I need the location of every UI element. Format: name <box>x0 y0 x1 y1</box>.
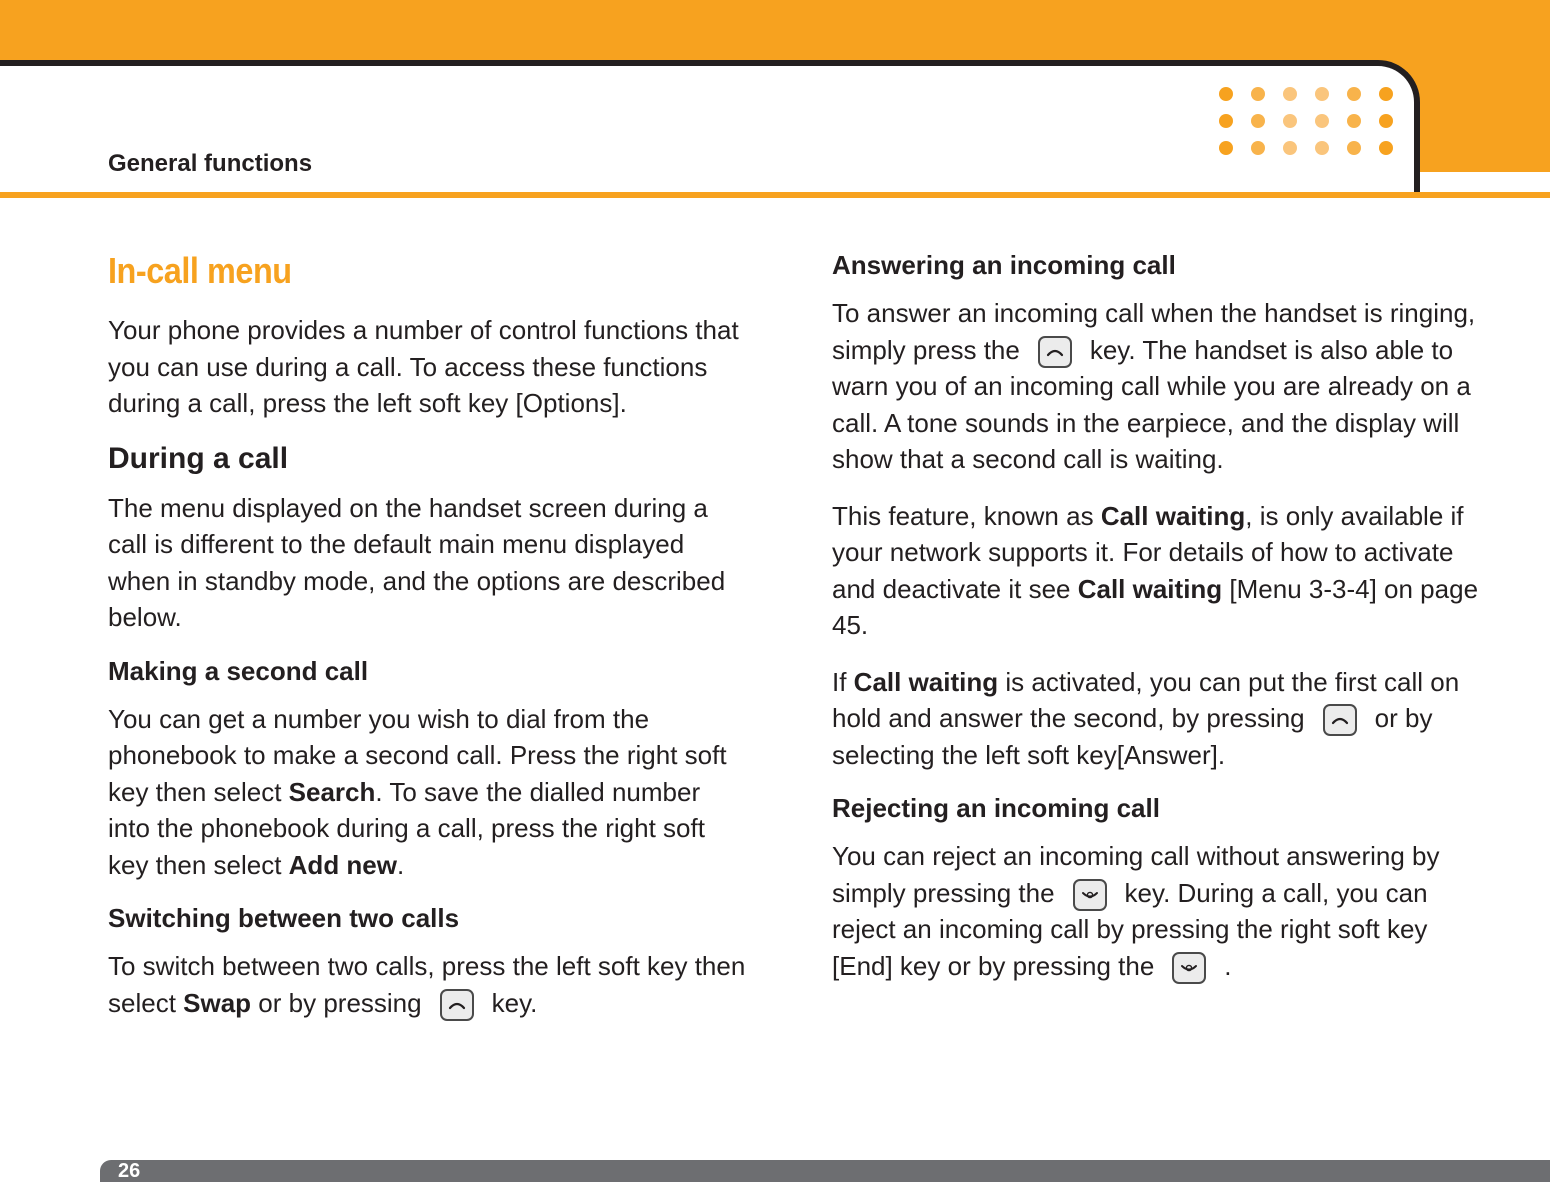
page-title: In-call menu <box>108 250 292 291</box>
decorative-dot <box>1347 87 1361 101</box>
footer-bar <box>100 1160 1550 1182</box>
reject-call-paragraph: You can reject an incoming call without answering by simply pressing the key. During a call, you can reject an incoming call by pressing the right soft key [End] key or by pressing the . <box>832 838 1482 984</box>
send-key-icon <box>1323 704 1357 736</box>
second-call-heading: Making a second call <box>108 655 369 686</box>
decorative-dot <box>1251 114 1265 128</box>
second-call-paragraph: You can get a number you wish to dial from the phonebook to make a second call. Press the right soft key then select Search. To save the dialled number into the phonebook during a call, press the right soft key then select Add new. <box>108 703 727 880</box>
reject-call-heading: Rejecting an incoming call <box>832 793 1160 823</box>
header-divider <box>1420 172 1550 192</box>
decorative-dot <box>1379 87 1393 101</box>
decorative-dot <box>1283 114 1297 128</box>
switch-calls-paragraph: To switch between two calls, press the left soft key then select Swap or by pressing key. <box>108 948 748 1021</box>
decorative-dot <box>1315 87 1329 101</box>
switch-calls-heading: Switching between two calls <box>108 903 460 933</box>
section-title: General functions <box>108 150 313 177</box>
decorative-dot <box>1219 114 1233 128</box>
during-call-heading: During a call <box>108 441 289 475</box>
decorative-dot <box>1219 141 1233 155</box>
decorative-dot <box>1283 87 1297 101</box>
decorative-dot <box>1315 114 1329 128</box>
decorative-dot <box>1315 141 1329 155</box>
answer-call-heading: Answering an incoming call <box>832 250 1176 280</box>
if-call-waiting-paragraph: If Call waiting is activated, you can put the first call on hold and answer the second, by pressing or by selecting the left soft key[Answer]. <box>832 666 1460 770</box>
right-column <box>832 250 1482 1004</box>
end-key-icon <box>1172 952 1206 984</box>
decorative-dot <box>1379 141 1393 155</box>
left-column <box>108 250 748 1041</box>
decorative-dot <box>1347 114 1361 128</box>
send-key-icon <box>1038 336 1072 368</box>
decorative-dots <box>1219 87 1394 162</box>
call-waiting-paragraph: This feature, known as Call waiting, is only available if your network supports it. For details of how to activate and deactivate it see Call waiting [Menu 3-3-4] on page 45. <box>832 500 1479 640</box>
decorative-dot <box>1251 141 1265 155</box>
send-key-icon <box>440 989 474 1021</box>
during-call-paragraph: The menu displayed on the handset screen during a call is different to the default main menu displayed when in standby mode, and the options are described below. <box>108 492 726 632</box>
decorative-dot <box>1379 114 1393 128</box>
answer-call-paragraph: To answer an incoming call when the handset is ringing, simply press the key. The handset is also able to warn you of an incoming call while you are already on a call. A tone sounds in the earpiece, and the display will show that a second call is waiting. <box>832 298 1476 474</box>
decorative-dot <box>1347 141 1361 155</box>
decorative-dot <box>1283 141 1297 155</box>
intro-paragraph: Your phone provides a number of control functions that you can use during a call. To access these functions during a call, press the left soft key [Options]. <box>108 315 739 418</box>
end-key-icon <box>1073 879 1107 911</box>
page-number: 26 <box>118 1160 141 1182</box>
decorative-dot <box>1251 87 1265 101</box>
decorative-dot <box>1219 87 1233 101</box>
